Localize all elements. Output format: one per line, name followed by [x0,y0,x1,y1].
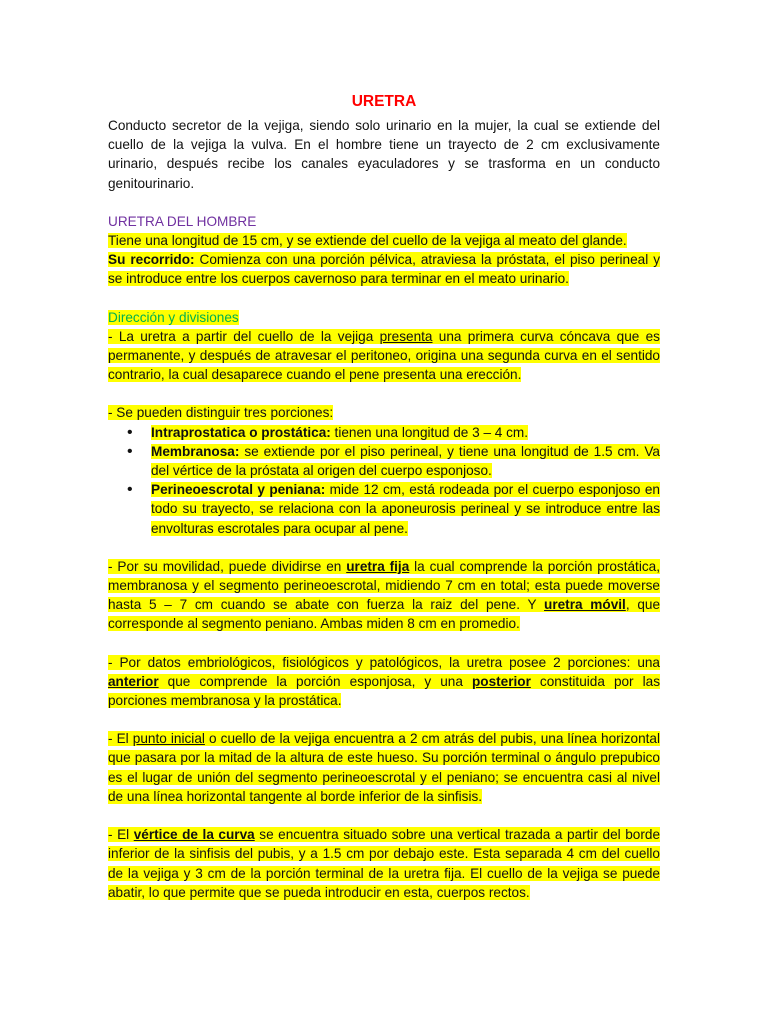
paragraph-tres-porciones: - Se pueden distinguir tres porciones: [108,405,334,421]
spacer [108,193,660,212]
list-item: • Membranosa: se extiende por el piso perineal, y tiene una longitud de 1.5 cm. Va del vértice de la próstata al origen del cuerpo esponjoso. [151,442,660,480]
spacer [108,806,660,825]
list-item: • Intraprostatica o prostática: tienen una longitud de 3 – 4 cm. [151,423,660,442]
paragraph-curvas: - La uretra a partir del cuello de la vejiga presenta una primera curva cóncava que es permanente, y después de atravesar el peritoneo, origina una segunda curva en el sentido contrario, la cual desaparece cuando el pene presenta una erección. [108,328,660,383]
paragraph-recorrido: Su recorrido: Comienza con una porción pélvica, atraviesa la próstata, el piso perineal y se introduce entre los cuerpos cavernoso para terminar en el meato urinario. [108,252,661,287]
recorrido-label: Su recorrido: [108,252,195,268]
page-title: URETRA [351,93,417,110]
spacer [108,634,660,653]
spacer [108,384,660,403]
spacer [108,538,660,557]
list-item: • Perineoescrotal y peniana: mide 12 cm, está rodeada por el cuerpo esponjoso en todo su trayecto, se relaciona con la aponeurosis perineal y se introduce entre las envolturas escrotales para ocupar al pene. [151,480,660,538]
section-heading-uretra-hombre: URETRA DEL HOMBRE [108,213,257,229]
porciones-list [108,423,660,538]
paragraph-longitud: Tiene una longitud de 15 cm, y se extiende del cuello de la vejiga al meato del glande. [108,233,627,249]
paragraph-embriologicos: - Por datos embriológicos, fisiológicos y patológicos, la uretra posee 2 porciones: una anterior que comprende la porción esponjosa, y una posterior constituida por las porciones membranosa y la prostática. [108,654,660,709]
spacer [108,710,660,729]
paragraph-punto-inicial: - El punto inicial o cuello de la vejiga encuentra a 2 cm atrás del pubis, una línea horizontal que pasara por la mitad de la altura de este hueso. Su porción terminal o ángulo prepubico es el lugar de unión del segmento perineoescrotal y el peniano; se encuentra casi al nivel de una línea horizontal tangente al borde inferior de la sinfisis. [108,731,660,804]
spacer [108,289,660,308]
section-heading-direccion: Dirección y divisiones [108,309,239,325]
paragraph-movilidad: - Por su movilidad, puede dividirse en uretra fija la cual comprende la porción prostática, membranosa y el segmento perineoescrotal, midiendo 7 cm en total; esta puede moverse hasta 5 – 7 cm cuando se abate con fuerza la raiz del pene. Y uretra móvil, que corresponde al segmento peniano. Ambas miden 8 cm en promedio. [108,558,661,632]
intro-paragraph: Conducto secretor de la vejiga, siendo solo urinario en la mujer, la cual se extiende del cuello de la vejiga la vulva. En el hombre tiene un trayecto de 2 cm exclusivamente urinario, después recibe los canales eyaculadores y se trasforma en un conducto genitourinario. [108,118,660,191]
paragraph-vertice-curva: - El vértice de la curva se encuentra situado sobre una vertical trazada a partir del borde inferior de la sinfisis del pubis, y a 1.5 cm por debajo este. Esta separada 4 cm del cuello de la vejiga y 3 cm de la porción terminal de la uretra fija. El cuello de la vejiga se puede abatir, lo que permite que se pueda introducir en esta, cuerpos rectos. [108,827,661,900]
